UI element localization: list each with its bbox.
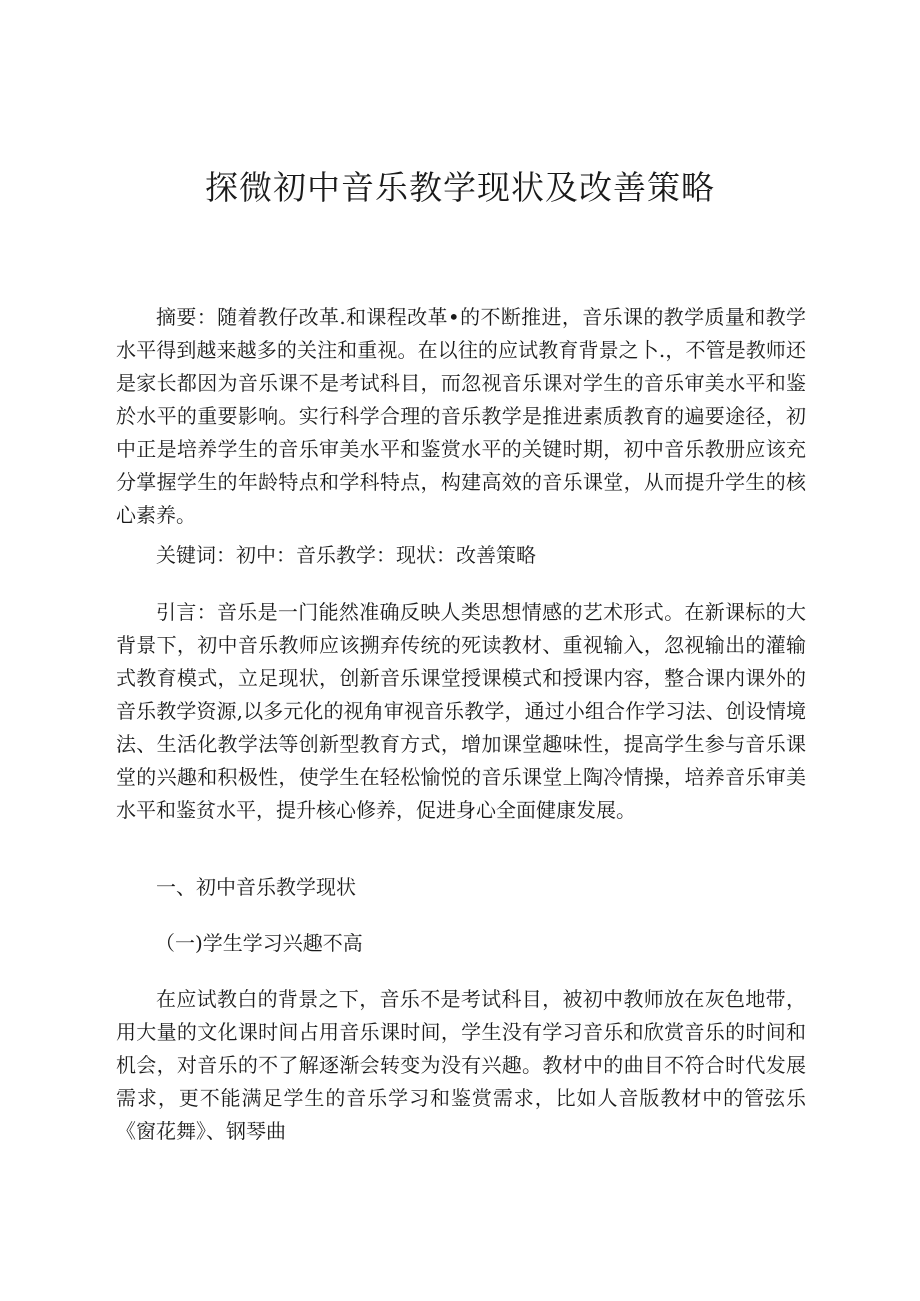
body-paragraph: 在应试教白的背景之下，音乐不是考试科目，被初中教师放在灰色地带，用大量的文化课时间占用音乐课时间，学生没有学习音乐和欣赏音乐的时间和机会，对音乐的不了解逐渐会转变为没有兴趣。教材中的曲目不符合时代发展需求，更不能满足学生的音乐学习和鉴赏需求，比如人音版教材中的管弦乐《窗花舞》、钢琴曲 — [116, 987, 806, 1143]
subsection-heading: （一)学生学习兴趣不高 — [155, 931, 363, 955]
abstract-paragraph: 摘要：随着教仔改革.和课程改革•的不断推进，音乐课的教学质量和教学水平得到越来越多的关注和重视。在以往的应试教育背景之卜.，不管是教师还是家长都因为音乐课不是考试科目，而忽视音乐课对学生的音乐审美水平和鉴於水平的重要影响。实行科学合理的音乐教学是推进素质教育的遍要途径，初中正是培养学生的音乐审美水平和鉴赏水平的关键时期，初中音乐教册应该充分掌握学生的年龄特点和学科特点，构建高效的音乐课堂，从而提升学生的核心素养。 — [116, 305, 806, 527]
section-heading: 一、初中音乐教学现状 — [156, 875, 356, 899]
document-title: 探微初中音乐教学现状及改善策略 — [205, 168, 715, 207]
keywords-paragraph: 关键词：初中：音乐教学：现状：改善策略 — [156, 543, 536, 567]
introduction-paragraph: 引言：音乐是一门能然准确反映人类思想情感的艺术形式。在新课标的大背景下，初中音乐教师应该搠弃传统的死读教材、重视输入，忽视输出的灌输式教育模式，立足现状，创新音乐课堂授课模式和授课内容，整合课内课外的音乐教学资源,以多元化的视角审视音乐教学，通过小组合作学习法、创设情境法、生活化教学法等创新型教育方式，增加课堂趣味性，提高学生参与音乐课堂的兴趣和积极性，使学生在轻松愉悦的音乐课堂上陶冷情操，培养音乐审美水平和鉴贫水平，提升核心修养，促进身心全面健康发展。 — [116, 600, 806, 822]
